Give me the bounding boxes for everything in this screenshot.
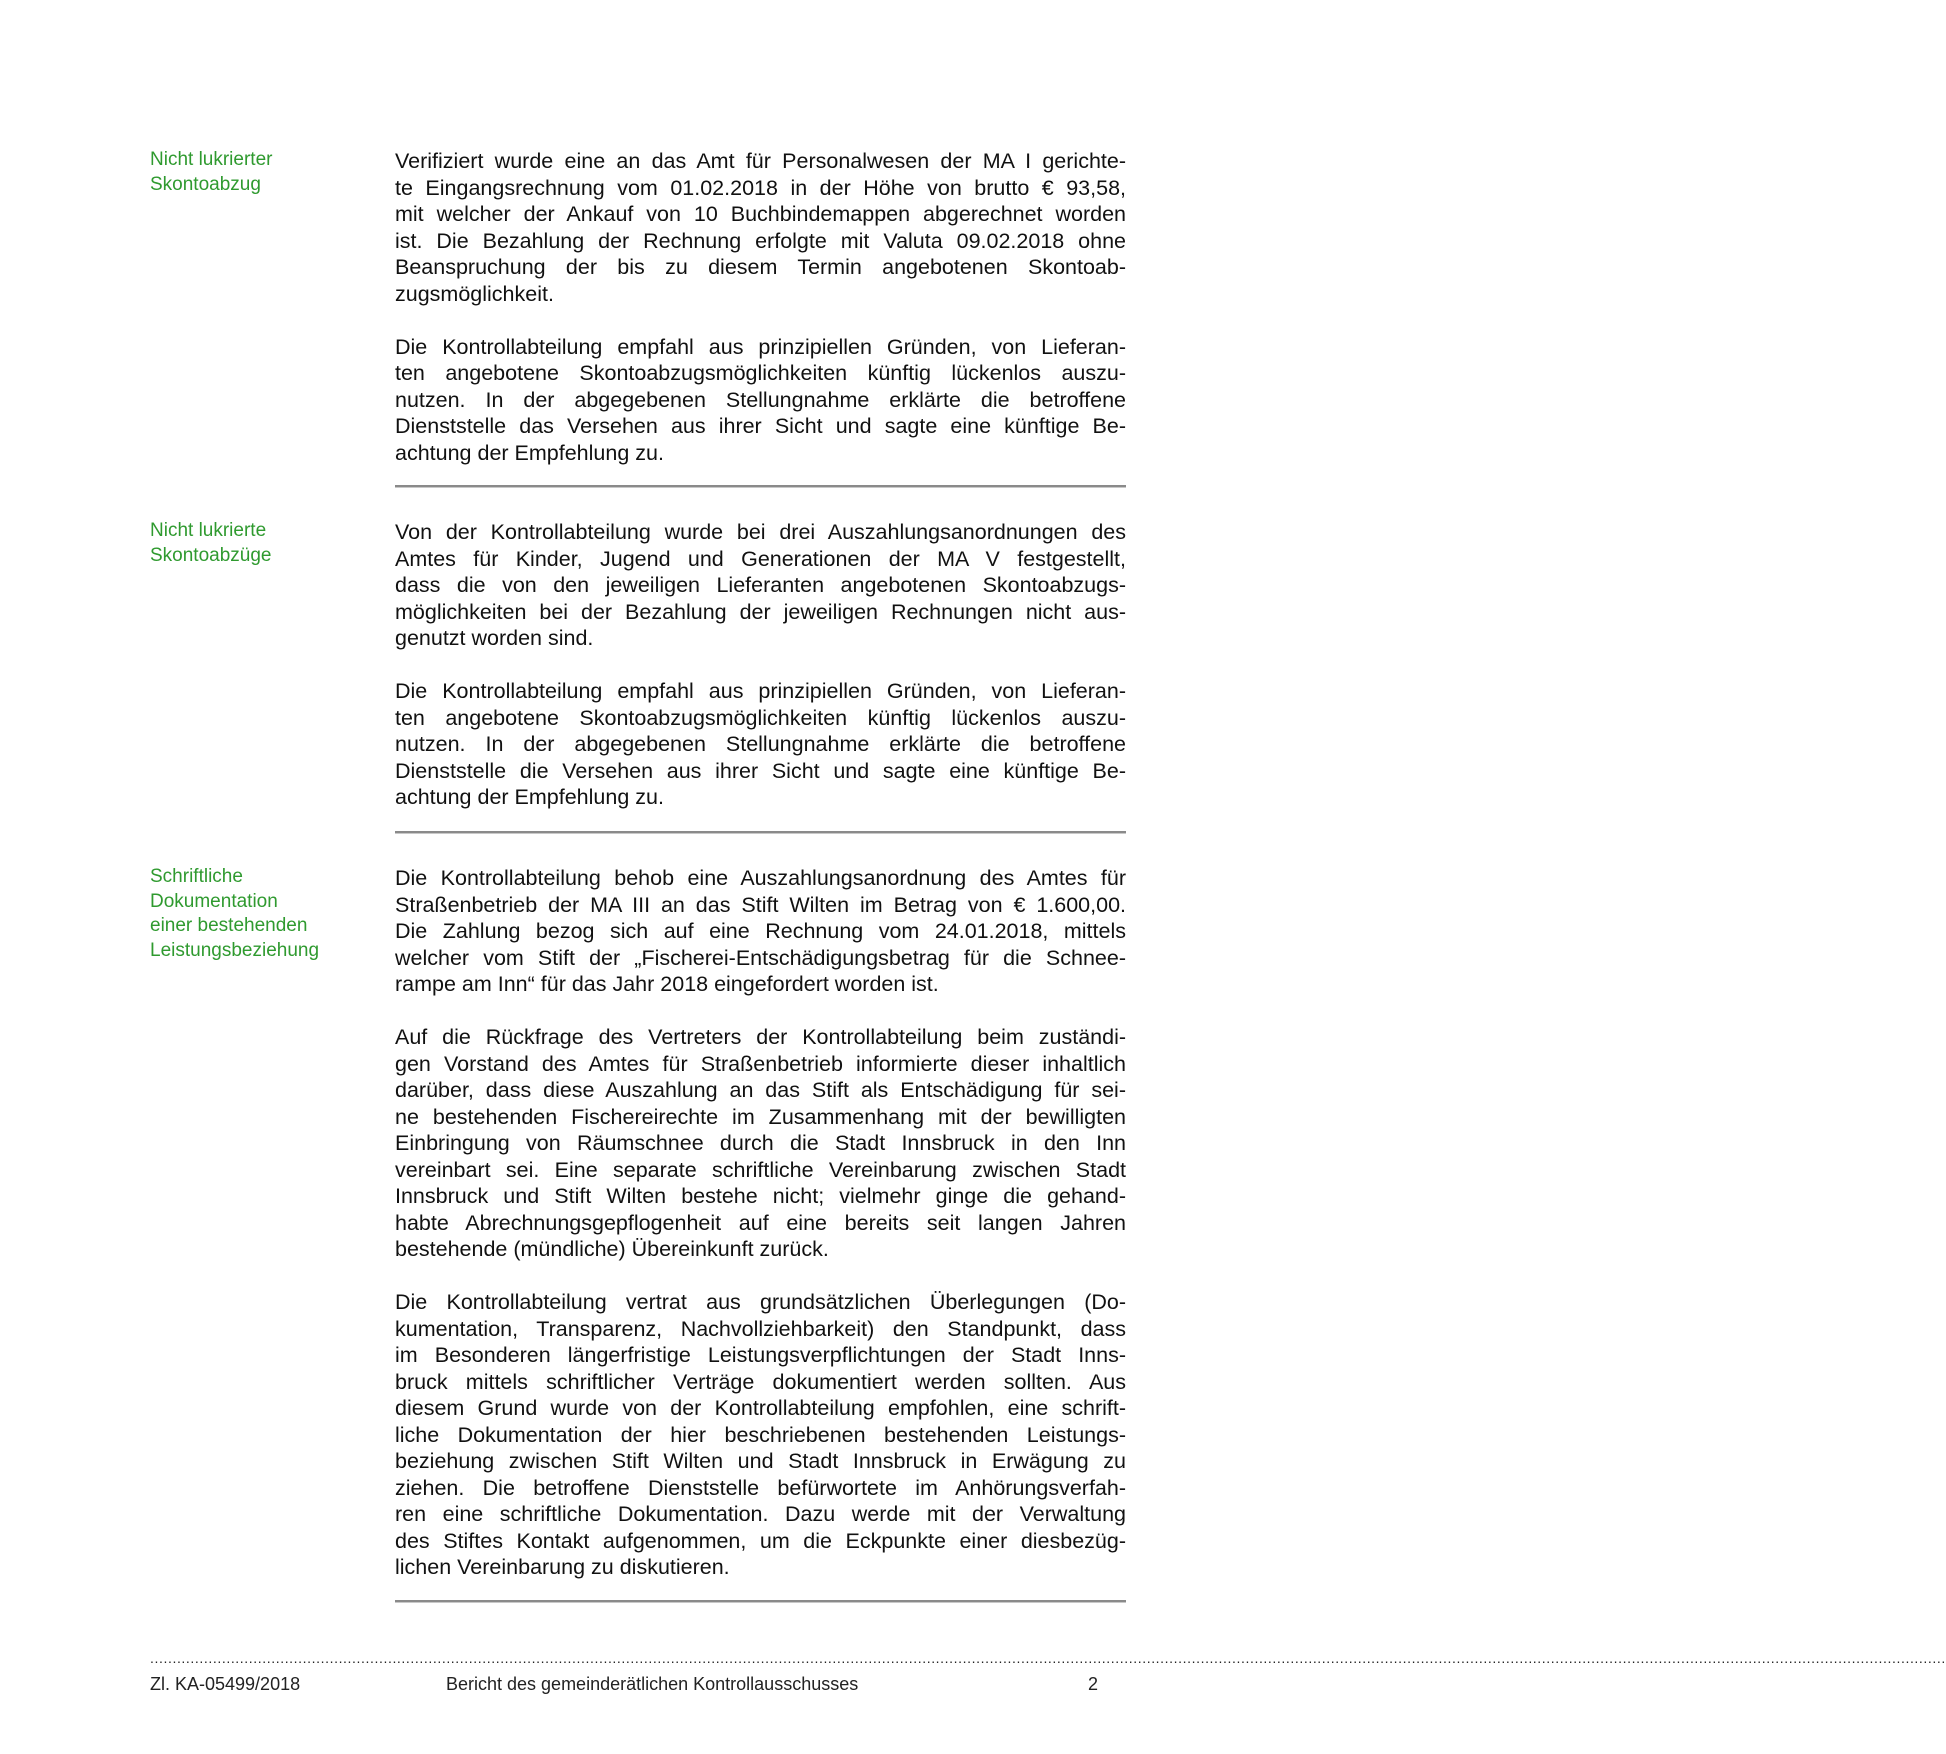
section-margin-heading <box>150 148 360 197</box>
text-line: Die Kontrollabteilung empfahl aus prinzipiellen Gründen, von Lieferan- <box>395 679 1126 703</box>
text-line: Straßenbetrieb der MA III an das Stift Wilten im Betrag von € 1.600,00. <box>395 892 1126 917</box>
text-line: im Besonderen längerfristige Leistungsverpflichtungen der Stadt Inns- <box>395 1343 1126 1367</box>
text-line: dass die von den jeweiligen Lieferanten angebotenen Skontoabzugs- <box>395 573 1126 597</box>
heading-line: Skontoabzüge <box>150 544 272 566</box>
text-line: welcher vom Stift der „Fischerei-Entschädigungsbetrag für die Schnee- <box>395 945 1126 970</box>
paragraph <box>395 865 1126 998</box>
text-line: Von der Kontrollabteilung wurde bei drei Auszahlungsanordnungen des <box>395 520 1126 544</box>
paragraph <box>395 1289 1126 1581</box>
text-line: Die Zahlung bezog sich auf eine Rechnung vom 24.01.2018, mittels <box>395 919 1126 943</box>
text-line: gen Vorstand des Amtes für Straßenbetrieb informierte dieser inhaltlich <box>395 1051 1126 1076</box>
text-line: Dienststelle das Versehen aus ihrer Sicht und sagte eine künftige Be- <box>395 414 1126 438</box>
text-line: liche Dokumentation der hier beschriebenen bestehenden Leistungs- <box>395 1422 1126 1447</box>
text-line: bruck mittels schriftlicher Verträge dokumentiert werden sollten. Aus <box>395 1369 1126 1394</box>
footer-dotted-line: ................................................................................................................................................................................................................................................................................................................................................................................................................ <box>150 1650 1946 1666</box>
text-line: Einbringung von Räumschnee durch die Stadt Innsbruck in den Inn <box>395 1131 1126 1155</box>
section-margin-heading <box>150 865 360 963</box>
page-number: 2 <box>1088 1674 1099 1694</box>
heading-line: einer bestehenden <box>150 915 308 936</box>
text-line: lichen Vereinbarung zu diskutieren. <box>395 1555 730 1579</box>
footer-reference: Zl. KA-05499/2018 <box>150 1674 301 1694</box>
text-line: achtung der Empfehlung zu. <box>395 785 664 809</box>
text-line: habte Abrechnungsgepflogenheit auf eine bereits seit langen Jahren <box>395 1210 1126 1235</box>
text-line: te Eingangsrechnung vom 01.02.2018 in der Höhe von brutto € 93,58, <box>395 175 1126 200</box>
text-line: darüber, dass diese Auszahlung an das Stift als Entschädigung für sei- <box>395 1078 1126 1102</box>
text-line: Die Kontrollabteilung vertrat aus grundsätzlichen Überlegungen (Do- <box>395 1290 1126 1314</box>
text-line: vereinbart sei. Eine separate schriftliche Vereinbarung zwischen Stadt <box>395 1157 1126 1182</box>
text-line: achtung der Empfehlung zu. <box>395 440 664 465</box>
text-line: Die Kontrollabteilung behob eine Auszahlungsanordnung des Amtes für <box>395 866 1126 890</box>
text-line: ist. Die Bezahlung der Rechnung erfolgte mit Valuta 09.02.2018 ohne <box>395 228 1126 253</box>
text-line: mit welcher der Ankauf von 10 Buchbindemappen abgerechnet worden <box>395 202 1126 226</box>
paragraph <box>395 519 1126 652</box>
section-margin-heading <box>150 519 360 568</box>
text-line: Verifiziert wurde eine an das Amt für Personalwesen der MA I gerichte- <box>395 149 1126 173</box>
text-line: Amtes für Kinder, Jugend und Generationen der MA V festgestellt, <box>395 546 1126 571</box>
text-line: diesem Grund wurde von der Kontrollabteilung empfohlen, eine schrift- <box>395 1396 1126 1420</box>
paragraph <box>395 1024 1126 1263</box>
heading-line: Nicht lukrierte <box>150 520 267 541</box>
text-line: ten angebotene Skontoabzugsmöglichkeiten künftig lückenlos auszu- <box>395 361 1126 385</box>
text-line: zugsmöglichkeit. <box>395 281 554 306</box>
paragraph <box>395 148 1126 307</box>
text-line: nutzen. In der abgegebenen Stellungnahme erklärte die betroffene <box>395 387 1126 412</box>
text-line: Auf die Rückfrage des Vertreters der Kontrollabteilung beim zuständi- <box>395 1025 1126 1049</box>
text-line: Beanspruchung der bis zu diesem Termin angebotenen Skontoab- <box>395 255 1126 279</box>
heading-line: Leistungsbeziehung <box>150 939 320 961</box>
section-body <box>395 148 1126 493</box>
section-body <box>395 865 1126 1607</box>
text-line: des Stiftes Kontakt aufgenommen, um die Eckpunkte einer diesbezüg- <box>395 1528 1126 1553</box>
text-line: beziehung zwischen Stift Wilten und Stadt Innsbruck in Erwägung zu <box>395 1449 1126 1473</box>
text-line: genutzt worden sind. <box>395 626 594 650</box>
heading-line: Nicht lukrierter <box>150 149 273 170</box>
text-line: bestehende (mündliche) Übereinkunft zurück. <box>395 1237 829 1261</box>
text-line: ziehen. Die betroffene Dienststelle befürwortete im Anhörungsverfah- <box>395 1475 1126 1500</box>
text-line: nutzen. In der abgegebenen Stellungnahme erklärte die betroffene <box>395 732 1126 756</box>
text-line: ne bestehenden Fischereirechte im Zusammenhang mit der bewilligten <box>395 1104 1126 1129</box>
text-line: Innsbruck und Stift Wilten bestehe nicht; vielmehr ginge die gehand- <box>395 1184 1126 1208</box>
text-line: kumentation, Transparenz, Nachvollziehbarkeit) den Standpunkt, dass <box>395 1316 1126 1341</box>
text-line: ten angebotene Skontoabzugsmöglichkeiten künftig lückenlos auszu- <box>395 705 1126 730</box>
text-line: möglichkeiten bei der Bezahlung der jeweiligen Rechnungen nicht aus- <box>395 599 1126 624</box>
text-line: rampe am Inn“ für das Jahr 2018 eingefordert worden ist. <box>395 972 939 996</box>
paragraph <box>395 334 1126 467</box>
text-line: Dienststelle die Versehen aus ihrer Sicht und sagte eine künftige Be- <box>395 758 1126 783</box>
section-body <box>395 519 1126 837</box>
heading-line: Skontoabzug <box>150 173 261 195</box>
paragraph <box>395 678 1126 811</box>
heading-line: Schriftliche <box>150 866 243 887</box>
footer-title: Bericht des gemeinderätlichen Kontrollausschusses <box>446 1674 859 1694</box>
text-line: ren eine schriftliche Dokumentation. Dazu werde mit der Verwaltung <box>395 1502 1126 1526</box>
text-line: Die Kontrollabteilung empfahl aus prinzipiellen Gründen, von Lieferan- <box>395 334 1126 359</box>
heading-line: Dokumentation <box>150 890 278 912</box>
